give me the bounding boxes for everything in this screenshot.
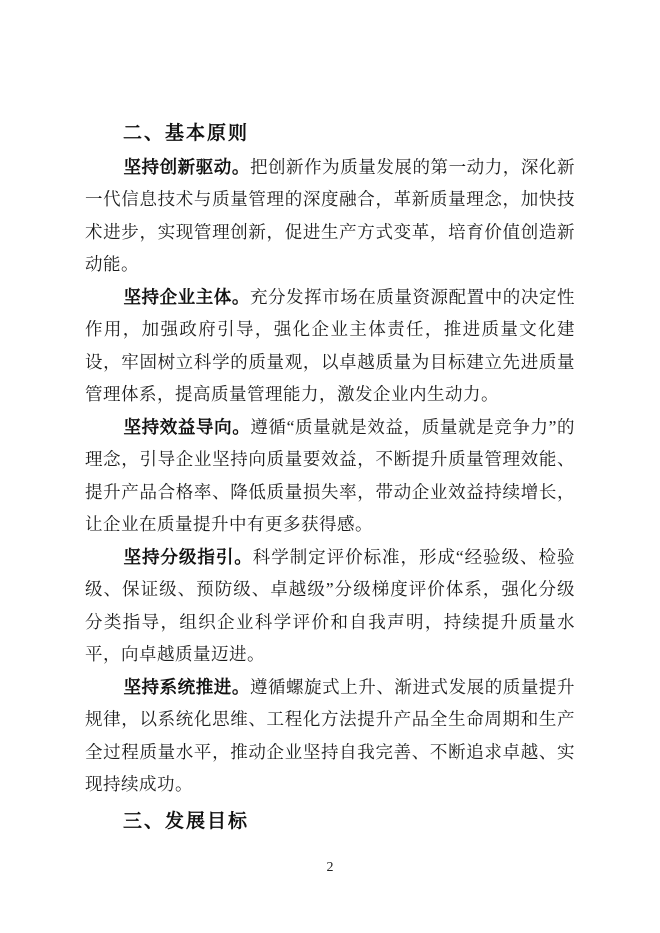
principle-paragraph-benefit	[85, 411, 575, 541]
page-number: 2	[326, 860, 334, 875]
principle-paragraph-innovation	[85, 151, 575, 281]
heading-basic-principles: 二、基本原则	[123, 123, 250, 144]
document-body	[85, 118, 575, 838]
principle-body: 把创新作为质量发展的第一动力，深化新一代信息技术与质量管理的深度融合，革新质量理念，加快技术进步，实现管理创新，促进生产方式变革，培育价值创造新动能。	[85, 156, 575, 274]
principle-lead: 坚持分级指引。	[123, 546, 253, 567]
heading-development-goals: 三、发展目标	[123, 810, 250, 832]
principle-lead: 坚持创新驱动。	[123, 156, 250, 177]
principle-paragraph-enterprise	[85, 281, 575, 411]
principle-body: 科学制定评价标准，形成“经验级、检验级、保证级、预防级、卓越级”分级梯度评价体系，强化分级分类指导，组织企业科学评价和自我声明，持续提升质量水平，向卓越质量迈进。	[85, 546, 575, 664]
principle-body: 遵循螺旋式上升、渐进式发展的质量提升规律，以系统化思维、工程化方法提升产品全生命周期和生产全过程质量水平，推动企业坚持自我完善、不断追求卓越、实现持续成功。	[85, 676, 575, 794]
principle-body: 遵循“质量就是效益，质量就是竞争力”的理念，引导企业坚持向质量要效益，不断提升质量管理效能、提升产品合格率、降低质量损失率，带动企业效益持续增长，让企业在质量提升中有更多获得感。	[85, 416, 575, 534]
principle-lead: 坚持企业主体。	[123, 286, 250, 307]
principle-paragraph-systematic	[85, 671, 575, 801]
principle-lead: 坚持效益导向。	[123, 416, 251, 437]
principle-lead: 坚持系统推进。	[123, 676, 250, 697]
principle-body: 充分发挥市场在质量资源配置中的决定性作用，加强政府引导，强化企业主体责任，推进质量文化建设，牢固树立科学的质量观，以卓越质量为目标建立先进质量管理体系，提高质量管理能力，激发企业内生动力。	[85, 286, 575, 404]
principle-paragraph-grading	[85, 541, 575, 671]
